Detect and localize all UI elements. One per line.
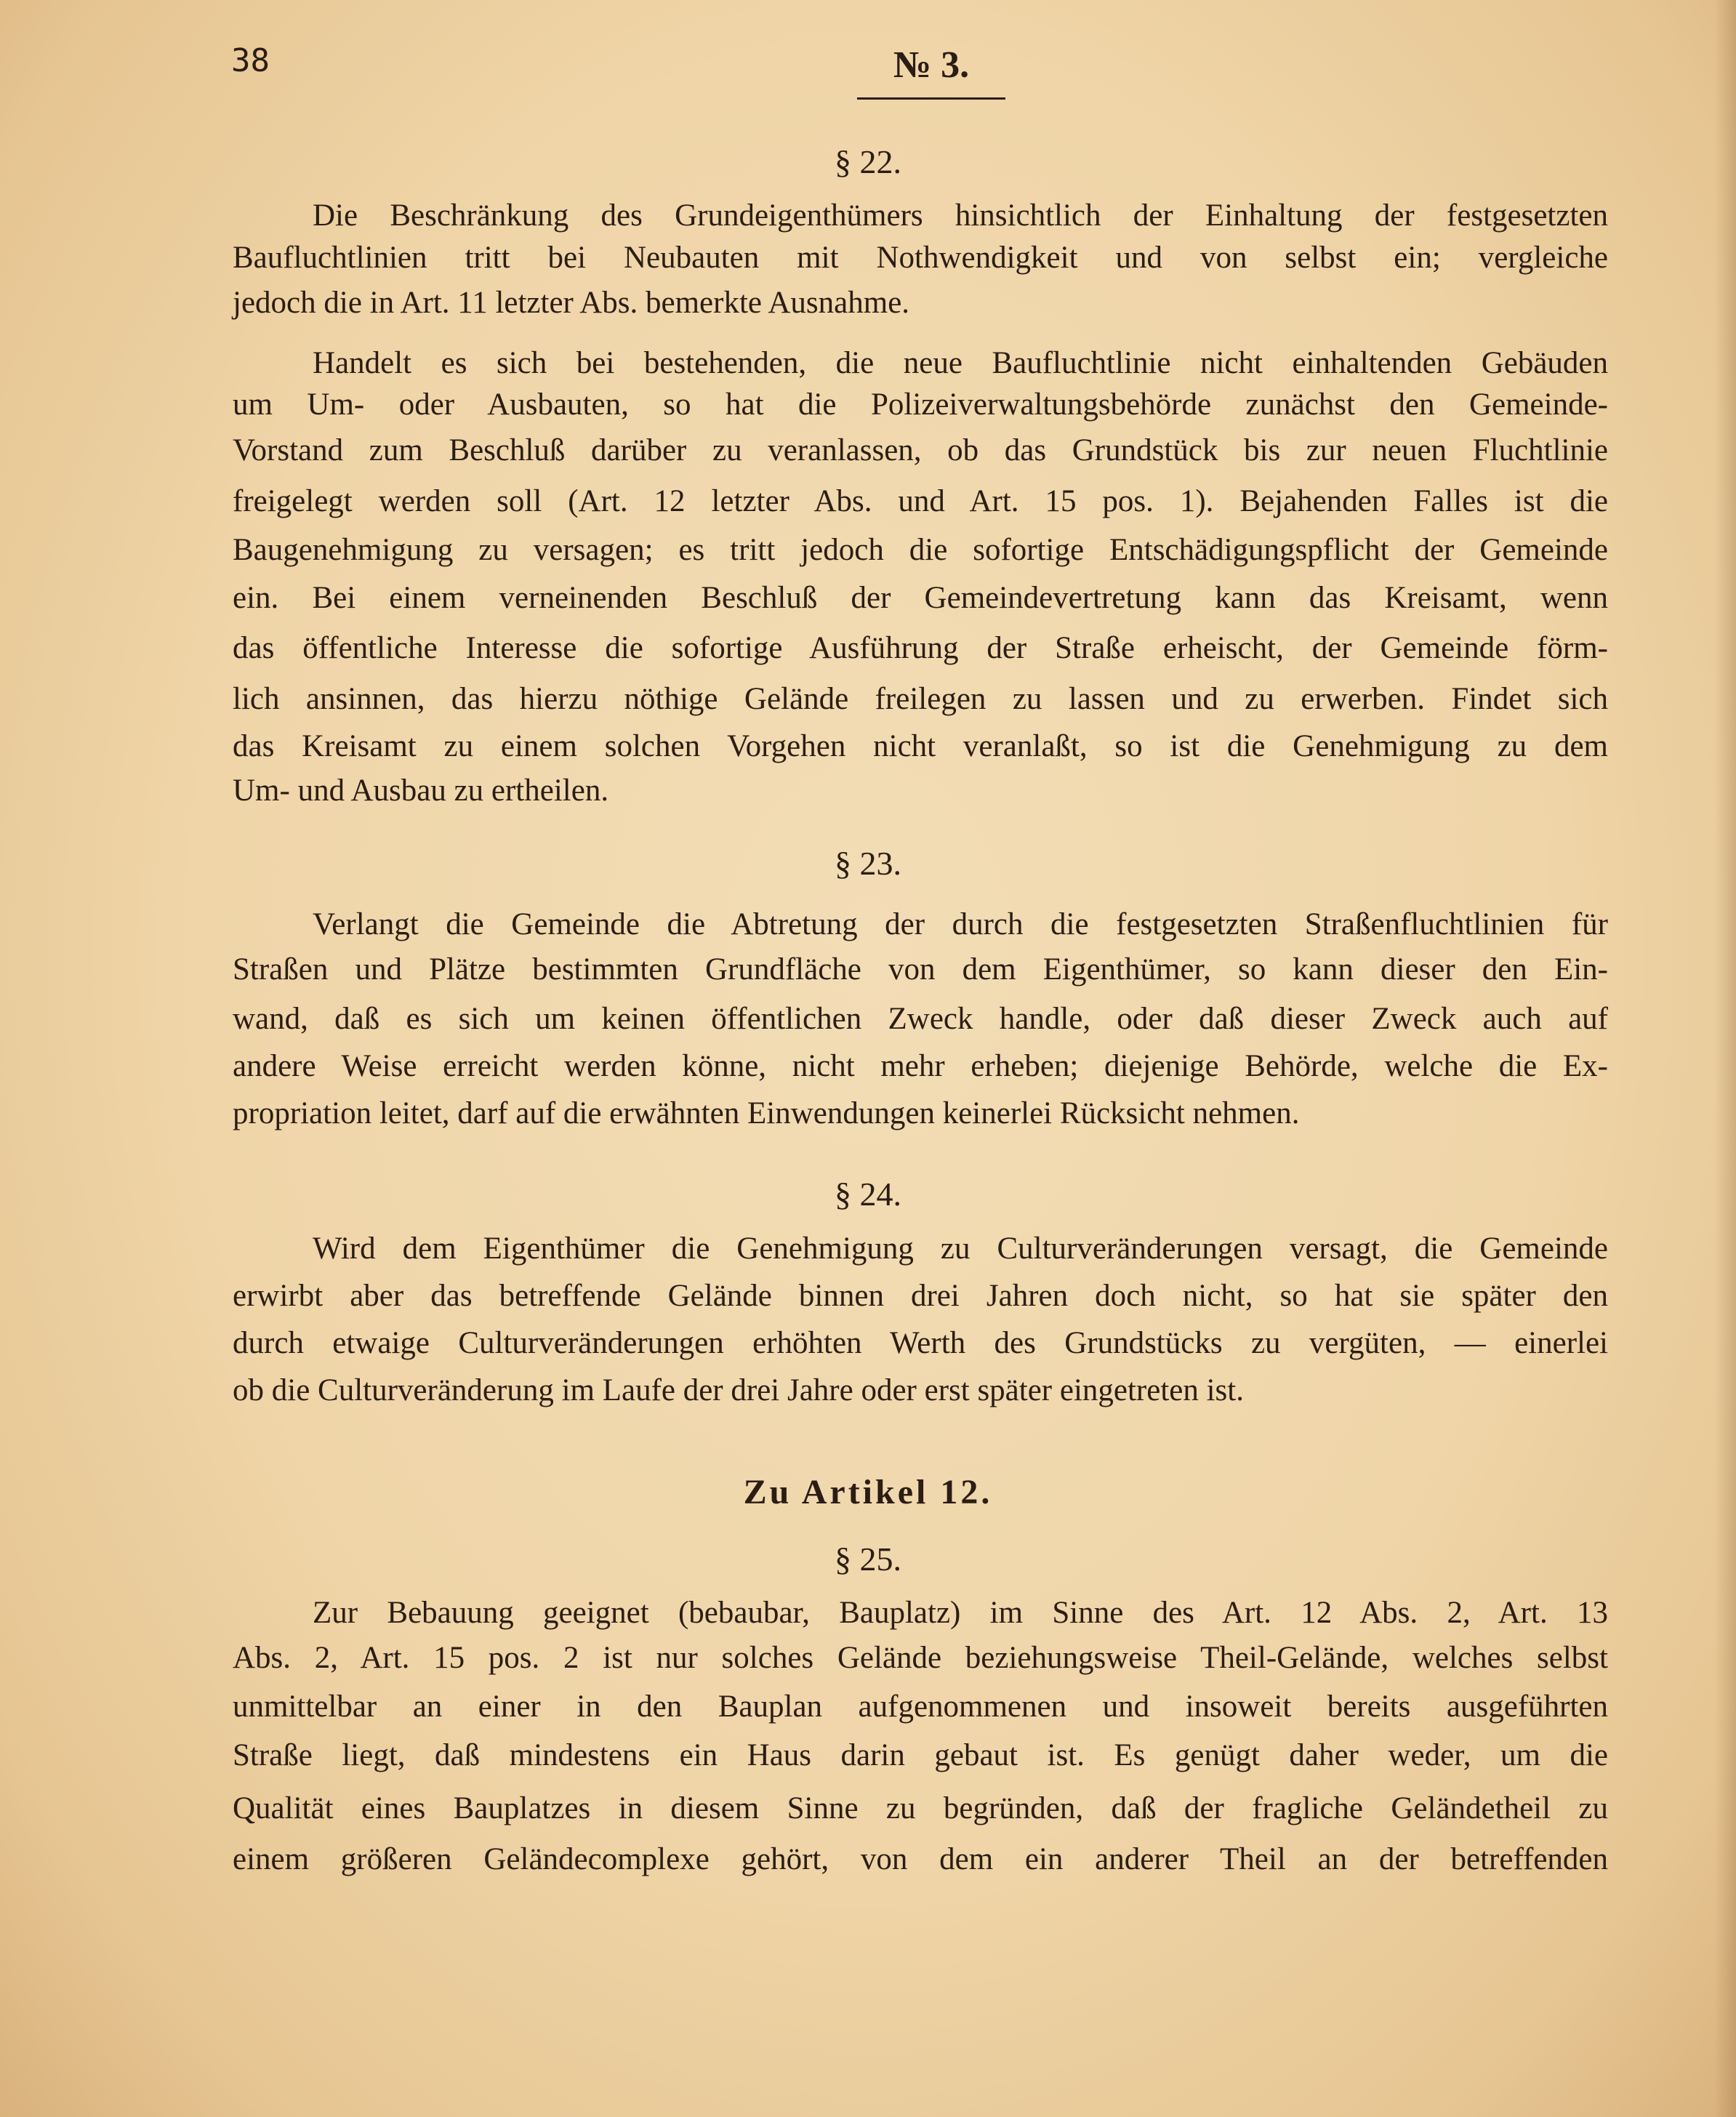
- article-heading: Zu Artikel 12.: [743, 1473, 993, 1511]
- text-line: Um- und Ausbau zu ertheilen.: [233, 774, 609, 808]
- section-heading: § 22.: [835, 143, 901, 180]
- section-heading: § 24.: [835, 1176, 901, 1213]
- text-line: jedoch die in Art. 11 letzter Abs. bemerkte Ausnahme.: [233, 286, 910, 320]
- text-line: Abs. 2, Art. 15 pos. 2 ist nur solches Gelände beziehungsweise Theil-Gelände, welches selbst: [233, 1641, 1608, 1675]
- text-line: Straße liegt, daß mindestens ein Haus darin gebaut ist. Es genügt daher weder, um die: [233, 1738, 1608, 1772]
- section-heading: § 23.: [835, 845, 901, 882]
- text-line: ein. Bei einem verneinenden Beschluß der Gemeindevertretung kann das Kreisamt, wenn: [233, 581, 1608, 615]
- text-line: unmittelbar an einer in den Bauplan aufgenommenen und insoweit bereits ausgeführten: [233, 1690, 1608, 1724]
- text-line: Verlangt die Gemeinde die Abtretung der durch die festgesetzten Straßenfluchtlinien für: [313, 907, 1608, 941]
- text-line: Wird dem Eigenthümer die Genehmigung zu Culturveränderungen versagt, die Gemeinde: [313, 1232, 1608, 1266]
- header-rule: [857, 97, 1005, 100]
- text-line: das öffentliche Interesse die sofortige Ausführung der Straße erheischt, der Gemeinde förm-: [233, 631, 1608, 665]
- text-line: freigelegt werden soll (Art. 12 letzter Abs. und Art. 15 pos. 1). Bejahenden Falles ist die: [233, 484, 1608, 518]
- text-line: Qualität eines Bauplatzes in diesem Sinne zu begründen, daß der fragliche Geländetheil zu: [233, 1791, 1608, 1825]
- text-line: das Kreisamt zu einem solchen Vorgehen nicht veranlaßt, so ist die Genehmigung zu dem: [233, 729, 1608, 763]
- text-line: lich ansinnen, das hierzu nöthige Gelände freilegen zu lassen und zu erwerben. Findet sich: [233, 682, 1608, 716]
- text-line: Zur Bebauung geeignet (bebaubar, Bauplatz) im Sinne des Art. 12 Abs. 2, Art. 13: [313, 1596, 1608, 1630]
- text-line: Baugenehmigung zu versagen; es tritt jedoch die sofortige Entschädigungspflicht der Gemeinde: [233, 533, 1608, 567]
- text-line: um Um- oder Ausbauten, so hat die Polizeiverwaltungsbehörde zunächst den Gemeinde-: [233, 387, 1608, 422]
- page-number: 38: [231, 42, 270, 79]
- text-line: Die Beschränkung des Grundeigenthümers hinsichtlich der Einhaltung der festgesetzten: [313, 198, 1608, 233]
- text-line: propriation leitet, darf auf die erwähnten Einwendungen keinerlei Rücksicht nehmen.: [233, 1096, 1300, 1130]
- text-line: Straßen und Plätze bestimmten Grundfläche von dem Eigenthümer, so kann dieser den Ein-: [233, 952, 1608, 987]
- issue-number-header: № 3.: [893, 44, 970, 86]
- text-line: erwirbt aber das betreffende Gelände binnen drei Jahren doch nicht, so hat sie später den: [233, 1279, 1608, 1313]
- text-line: Handelt es sich bei bestehenden, die neue Baufluchtlinie nicht einhaltenden Gebäuden: [313, 346, 1608, 380]
- text-line: ob die Culturveränderung im Laufe der drei Jahre oder erst später eingetreten ist.: [233, 1373, 1244, 1407]
- text-line: andere Weise erreicht werden könne, nicht mehr erheben; diejenige Behörde, welche die Ex-: [233, 1049, 1608, 1083]
- section-heading: § 25.: [835, 1540, 901, 1578]
- text-line: Vorstand zum Beschluß darüber zu veranlassen, ob das Grundstück bis zur neuen Fluchtlinie: [233, 433, 1608, 467]
- text-line: einem größeren Geländecomplexe gehört, von dem ein anderer Theil an der betreffenden: [233, 1842, 1608, 1876]
- text-line: durch etwaige Culturveränderungen erhöhten Werth des Grundstücks zu vergüten, — einerlei: [233, 1326, 1608, 1360]
- text-line: Baufluchtlinien tritt bei Neubauten mit Nothwendigkeit und von selbst ein; vergleiche: [233, 241, 1608, 275]
- text-line: wand, daß es sich um keinen öffentlichen Zweck handle, oder daß dieser Zweck auch auf: [233, 1002, 1608, 1036]
